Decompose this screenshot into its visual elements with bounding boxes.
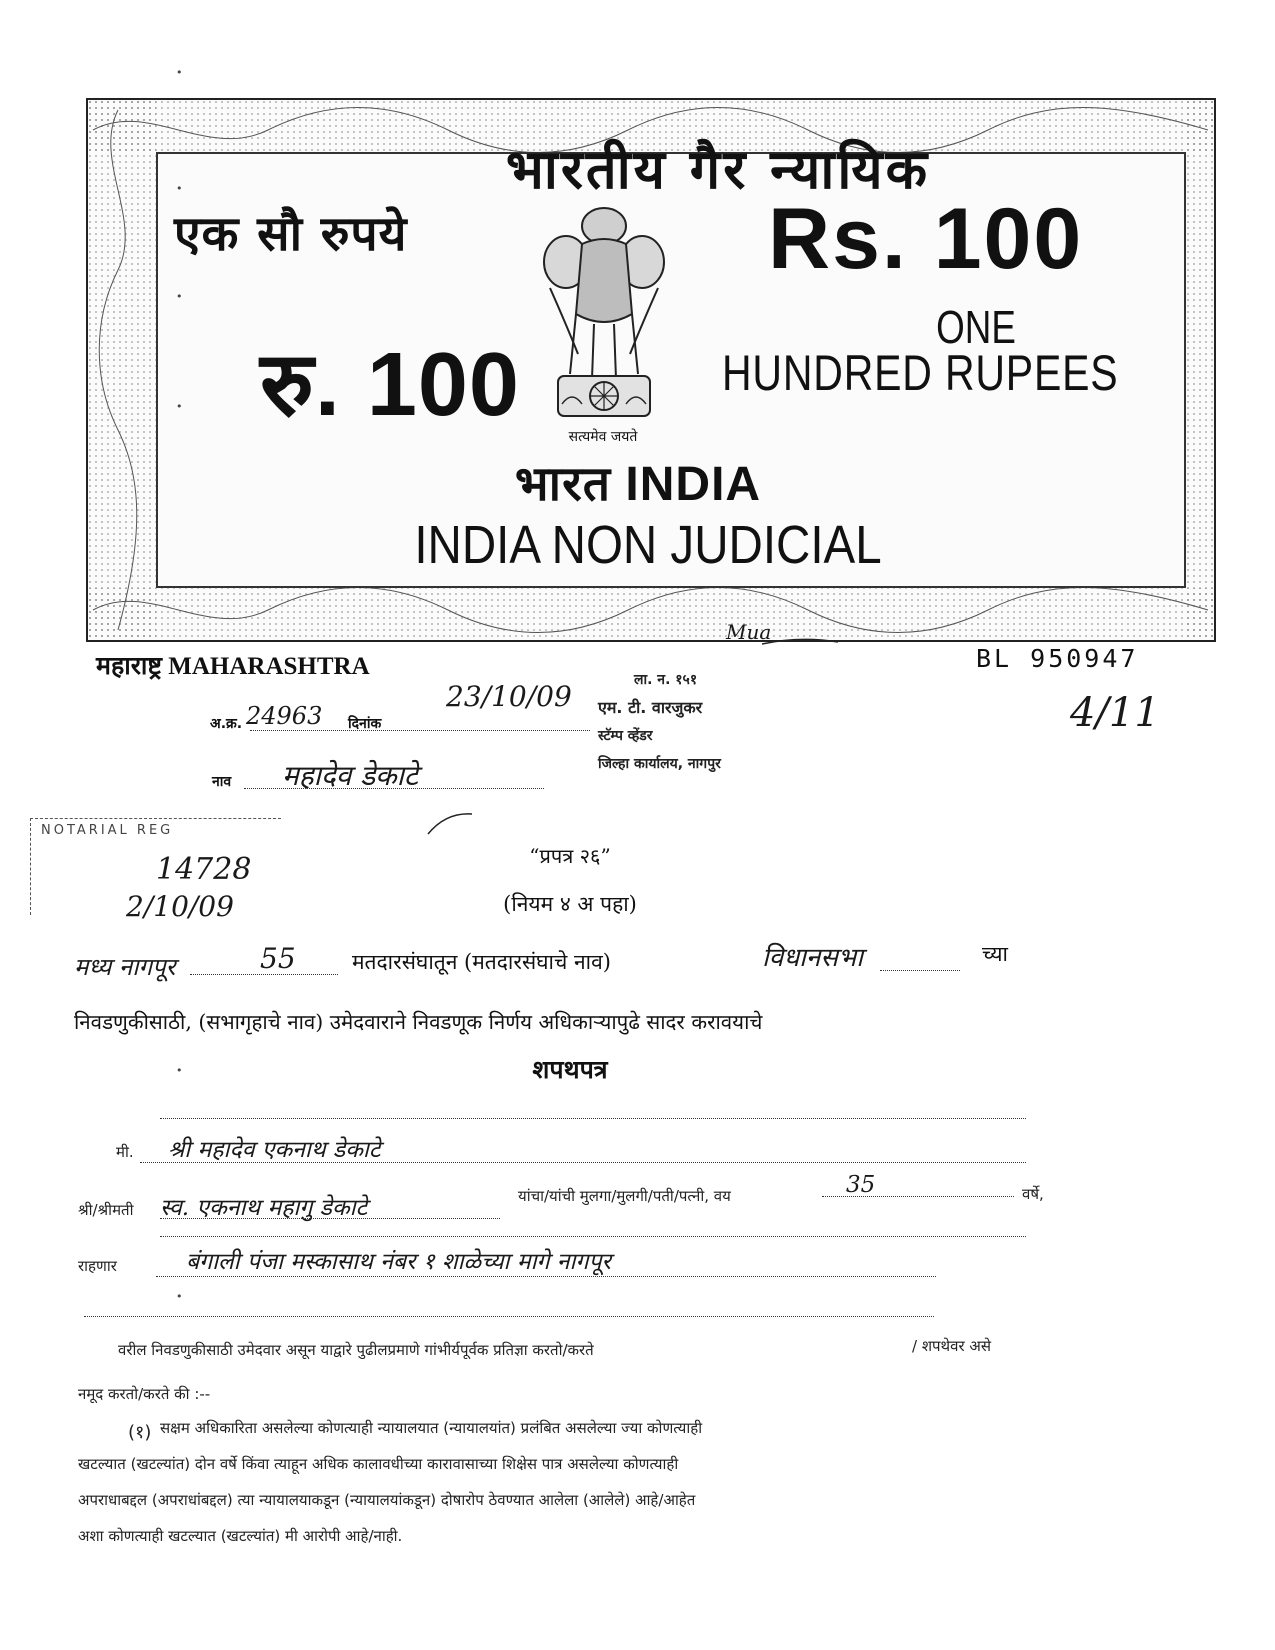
address-extra-dotted [84,1316,934,1317]
house-handwritten: विधानसभा [762,943,863,973]
state-name: महाराष्ट्र MAHARASHTRA [96,653,370,680]
father-label: श्री/श्रीमती [78,1201,134,1219]
father-name: स्व. एकनाथ महागु डेकाटे [160,1195,368,1221]
form-line-2: निवडणुकीसाठी, (सभागृहाचे नाव) उमेदवाराने निवडणूक निर्णय अधिकाऱ्यापुढे सादर करावयाचे [74,1010,763,1034]
age-unit: वर्षे, [1022,1185,1044,1203]
house-dotted [880,970,960,971]
stamp-title-hindi: भारतीय गैर न्यायिक [505,138,931,201]
item1-line3: अपराधाबद्दल (अपराधांबद्दल) त्या न्यायालयाकडून (न्यायालयांकडून) दोषारोप ठेवण्यात आलेला (आलेले) आहे/आहेत [78,1491,696,1509]
initials-underline [760,634,840,650]
ashoka-emblem-icon [536,204,672,444]
amount-rs: Rs. 100 [768,191,1084,287]
amount-words-en-one: ONE [936,301,1016,353]
date-value: 23/10/09 [446,680,572,713]
form-rule: (नियम ४ अ पहा) [503,892,637,916]
ink-stroke [426,808,476,838]
date-label: दिनांक [348,716,382,732]
mr-label: मी. [116,1143,134,1161]
father-dotted [160,1218,500,1219]
relation-text: यांचा/यांची मुलगा/मुलगी/पती/पत्नी, वय [518,1187,731,1205]
address-handwritten: बंगाली पंजा मस्कासाथ नंबर १ शाळेच्या मागे नागपूर [186,1249,611,1275]
amount-words-hindi: एक सौ रुपये [174,206,408,262]
vendor-name: एम. टी. वारजुकर [598,698,703,717]
vendor-role: स्टॅम्प व्हेंडर [598,728,653,744]
para1-tail: / शपथेवर असे [912,1337,991,1355]
candidate-name: श्री महादेव एकनाथ डेकाटे [168,1137,381,1163]
serial-number: BL 950947 [976,644,1139,673]
sr-number: 24963 [246,702,323,730]
constituency-number: 55 [260,942,296,975]
date-dotted-line [250,730,590,731]
constituency-handwritten: मध्य नागपूर [74,953,176,981]
sr-label: अ.क्र. [210,716,243,732]
age-value: 35 [846,1172,876,1198]
notarial-reg-number: 14728 [156,852,252,887]
amount-rupee-sign: रु. 100 [260,335,520,435]
constituency-text: मतदारसंघातून (मतदारसंघाचे नाव) [352,950,611,974]
item1-line2: खटल्यात (खटल्यांत) दोन वर्षे किंवा त्याहून अधिक कालावधीच्या कारावासाच्या शिक्षेस पात्र असलेल्या कोणत्याही [78,1455,679,1473]
name-label: नाव [212,774,232,790]
age-dotted [822,1196,1014,1197]
document-title: शपथपत्र [532,1055,608,1084]
amount-words-en-hundred: HUNDRED RUPEES [722,345,1119,401]
stamp-country: भारत INDIA [514,458,762,511]
stamp-type: INDIA NON JUDICIAL [414,515,882,575]
line1-end: च्या [982,942,1008,966]
item1-line1: सक्षम अधिकारिता असलेल्या कोणत्याही न्यायालयात (न्यायालयांत) प्रलंबित असलेल्या ज्या कोणत्याही [160,1419,703,1437]
vendor-license: ला. न. १५१ [634,672,698,688]
notarial-date: 2/10/09 [126,890,234,923]
para1-line2: नमूद करतो/करते की :-- [78,1385,211,1403]
item1-line4: अशा कोणत्याही खटल्यात (खटल्यांत) मी आरोपी आहे/नाही. [78,1527,403,1545]
name-dotted-line [244,788,544,789]
emblem-motto: सत्यमेव जयते [568,429,638,445]
top-dotted [160,1118,1026,1119]
notarial-label: NOTARIAL REG [41,823,174,838]
resident-label: राहणार [78,1257,117,1275]
form-number: “प्रपत्र २६” [529,844,611,868]
address-top-dotted [160,1236,1026,1237]
candidate-dotted [140,1162,1026,1163]
buyer-name-handwritten: महादेव डेकाटे [282,759,419,792]
para1-line1: वरील निवडणुकीसाठी उमेदवार असून याद्वारे पुढीलप्रमाणे गांभीर्यपूर्वक प्रतिज्ञा करतो/करते [118,1341,594,1359]
item1-number: (१) [128,1422,152,1443]
stamp-paper-block [86,98,1216,642]
margin-mark-handwritten: 4/11 [1070,690,1160,736]
constituency-dotted [190,974,338,975]
top-initials-signature: Mua [726,620,772,644]
address-dotted [156,1276,936,1277]
vendor-office: जिल्हा कार्यालय, नागपुर [598,756,721,772]
